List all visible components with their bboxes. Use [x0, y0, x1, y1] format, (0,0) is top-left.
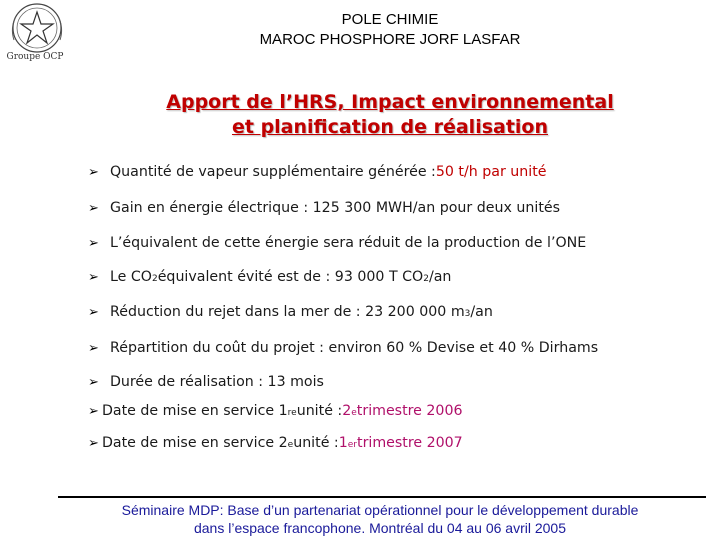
list-item: ➢ Le CO 2 équivalent évité est de : 93 000 T CO 2 /an	[88, 269, 452, 285]
arrow-icon: ➢	[88, 375, 99, 390]
arrow-icon: ➢	[88, 404, 99, 419]
arrow-icon: ➢	[88, 165, 99, 180]
footer-line-1: Séminaire MDP: Base d’un partenariat opérationnel pour le développement durable	[121, 502, 639, 518]
title-line-2: et planification de réalisation	[231, 116, 549, 138]
list-item: ➢ L’équivalent de cette énergie sera réduit de la production de l’ONE	[88, 235, 587, 251]
list-item: ➢ Répartition du coût du projet : environ 60 % Devise et 40 % Dirhams	[88, 340, 599, 356]
arrow-icon: ➢	[88, 236, 99, 251]
list-item: ➢ Date de mise en service 2 e unité : 1 er trimestre 2007	[88, 435, 463, 451]
header-line-2: MAROC PHOSPHORE JORF LASFAR	[259, 31, 521, 48]
ocp-emblem-icon	[6, 2, 68, 54]
arrow-icon: ➢	[88, 201, 99, 216]
arrow-icon: ➢	[88, 270, 99, 285]
list-item: ➢ Durée de réalisation : 13 mois	[88, 374, 324, 390]
arrow-icon: ➢	[88, 305, 99, 320]
list-item: ➢ Gain en énergie électrique : 125 300 MWH/an pour deux unités	[88, 200, 560, 216]
footer-divider	[58, 496, 706, 498]
title-line-1: Apport de l’HRS, Impact environnemental	[166, 91, 614, 113]
footer-line-2: dans l’espace francophone. Montréal du 04 au 06 avril 2005	[193, 520, 567, 536]
list-item: ➢ Date de mise en service 1 re unité : 2 e trimestre 2006	[88, 403, 463, 419]
arrow-icon: ➢	[88, 341, 99, 356]
list-item: ➢ Réduction du rejet dans la mer de : 23 200 000 m 3 /an	[88, 304, 493, 320]
arrow-icon: ➢	[88, 436, 99, 451]
logo-text: Groupe OCP	[6, 52, 64, 62]
footer	[40, 501, 720, 537]
highlight-value: 50 t/h par unité	[435, 164, 547, 180]
list-item: ➢ Quantité de vapeur supplémentaire générée : 50 t/h par unité	[88, 164, 547, 180]
header-line-1: POLE CHIMIE	[341, 11, 439, 28]
page-title	[80, 90, 700, 140]
page-header	[140, 10, 640, 50]
